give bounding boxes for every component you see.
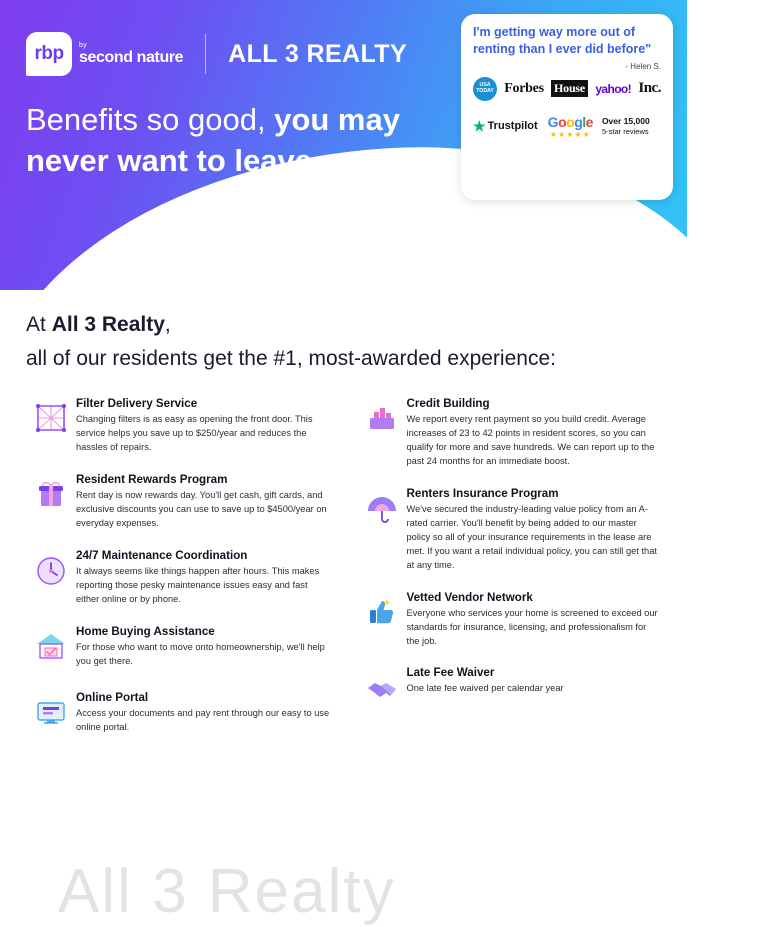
by-label: by (79, 41, 87, 49)
trustpilot-label: Trustpilot (487, 120, 538, 133)
testimonial-attribution: - Helen S. (625, 61, 661, 71)
google-stars-icon: ★★★★★ (549, 129, 591, 139)
umbrella-icon (357, 487, 407, 535)
testimonial-quote: I'm getting way more out of renting than I ever did before" (473, 25, 652, 56)
trustpilot-logo (473, 118, 538, 135)
headline-line1-bold: you may (274, 102, 400, 137)
inc-logo: Inc. (638, 80, 661, 97)
benefits-columns (26, 397, 661, 756)
google-logo (548, 114, 593, 130)
benefit-title: Renters Insurance Program (406, 486, 559, 500)
google-l: l (582, 113, 586, 130)
benefit-title: 24/7 Maintenance Coordination (76, 548, 248, 562)
benefit-title: Filter Delivery Service (76, 397, 198, 411)
benefit-title: Online Portal (76, 690, 149, 704)
benefit-text (407, 666, 662, 714)
benefit-desc: Rent day is now rewards day. You'll get cash, gift cards, and exclusive discounts you can use to save up to $4500/year on everyday expenses. (76, 490, 327, 528)
benefit-item (357, 487, 662, 573)
benefit-text (407, 487, 662, 573)
benefit-desc: Changing filters is as easy as opening the front door. This service helps you save up to $250/year and reduces the hassles of repairs. (76, 414, 313, 453)
thumbs-up-icon (357, 591, 407, 639)
benefit-text (76, 549, 331, 607)
benefit-text (76, 691, 331, 739)
hero-banner (0, 0, 687, 290)
watermark-text: All 3 Realty (58, 857, 396, 926)
yahoo-logo: yahoo! (595, 81, 632, 96)
intro-heading (26, 308, 661, 375)
monitor-icon (26, 691, 76, 739)
brand-logo (26, 32, 407, 76)
usa-today-line2: TODAY (476, 87, 494, 94)
home-check-icon (26, 625, 76, 673)
benefit-title: Resident Rewards Program (76, 473, 228, 486)
trustpilot-star-icon: ★ (473, 117, 486, 134)
filter-icon (26, 397, 76, 445)
house-logo: House (551, 80, 588, 97)
second-nature-label: second nature (79, 48, 184, 66)
benefits-column-left (26, 397, 331, 756)
benefit-item (357, 666, 662, 714)
google-o1: o (558, 113, 567, 130)
forbes-logo: Forbes (504, 80, 544, 96)
google-e: e (585, 113, 593, 130)
headline-line2-bold: never want to leave. (26, 142, 321, 178)
intro-suffix: , (164, 313, 171, 336)
benefit-title: Vetted Vendor Network (406, 590, 533, 604)
hero-headline (26, 100, 446, 182)
intro-company: All 3 Realty (51, 313, 165, 336)
benefit-item (357, 591, 662, 649)
benefit-item (26, 691, 331, 739)
benefit-text (407, 397, 662, 469)
logo-divider (205, 34, 206, 74)
clock-icon (26, 549, 76, 597)
usa-today-logo (473, 77, 497, 101)
credit-chart-icon (357, 397, 407, 445)
benefit-desc: Everyone who services your home is screened to exceed our standards for insurance, licensing, and professionalism for the job. (406, 607, 658, 646)
benefit-text (407, 591, 662, 649)
benefit-item (26, 397, 331, 455)
second-nature-wordmark (79, 42, 183, 66)
reviews-count-block (602, 116, 650, 136)
benefits-column-right (357, 397, 662, 756)
benefit-title: Credit Building (406, 397, 490, 411)
benefit-item (26, 473, 331, 531)
intro-prefix: At (26, 313, 52, 336)
usa-today-line1: USA (479, 82, 491, 89)
handshake-icon (357, 666, 407, 714)
google-g1: G (547, 113, 559, 130)
benefit-item (26, 625, 331, 673)
body-section (0, 308, 687, 926)
google-g2: g (574, 113, 583, 130)
benefit-desc: One late fee waived per calendar year (406, 683, 564, 694)
headline-line1-light: Benefits so good, (26, 102, 275, 137)
benefit-title: Late Fee Waiver (406, 666, 495, 680)
ratings-row (473, 114, 661, 139)
google-rating (548, 114, 593, 139)
press-logos-row (473, 77, 661, 101)
benefit-title: Home Buying Assistance (76, 624, 215, 638)
benefit-desc: It always seems like things happen after hours. This makes reporting those pesky maintenance issues easy and fast either online or by phone. (76, 565, 320, 604)
benefit-item (357, 397, 662, 469)
benefit-desc: For those who want to move onto homeownership, we'll help you get there. (76, 641, 325, 666)
company-name: ALL 3 REALTY (228, 39, 408, 68)
quote-wrap (473, 24, 661, 71)
reviews-label: 5-star reviews (601, 126, 649, 136)
benefit-text (76, 397, 331, 455)
testimonial-card (461, 14, 673, 200)
google-o2: o (566, 113, 575, 130)
gift-icon (26, 473, 76, 521)
rbp-logo-mark: rbp (26, 32, 72, 76)
benefit-desc: We've secured the industry-leading value policy from an A-rated carrier. You'll benefit by being added to our master policy so all of your insurance requirements in the lease are met. If you want a retail individual policy, you can still get that at any time. (406, 503, 657, 570)
benefit-text (76, 625, 331, 673)
benefit-item (26, 549, 331, 607)
reviews-count: Over 15,000 (601, 116, 650, 127)
benefit-text (76, 473, 331, 531)
intro-line2: all of our residents get the #1, most-awarded experience: (26, 346, 556, 370)
benefit-desc: Access your documents and pay rent through our easy to use online portal. (76, 707, 330, 732)
benefit-desc: We report every rent payment so you build credit. Average increases of 23 to 42 points in resident scores, so you can qualify for more and save hundreds. We can report up to the past 24 months for an immediate boost. (406, 414, 655, 466)
